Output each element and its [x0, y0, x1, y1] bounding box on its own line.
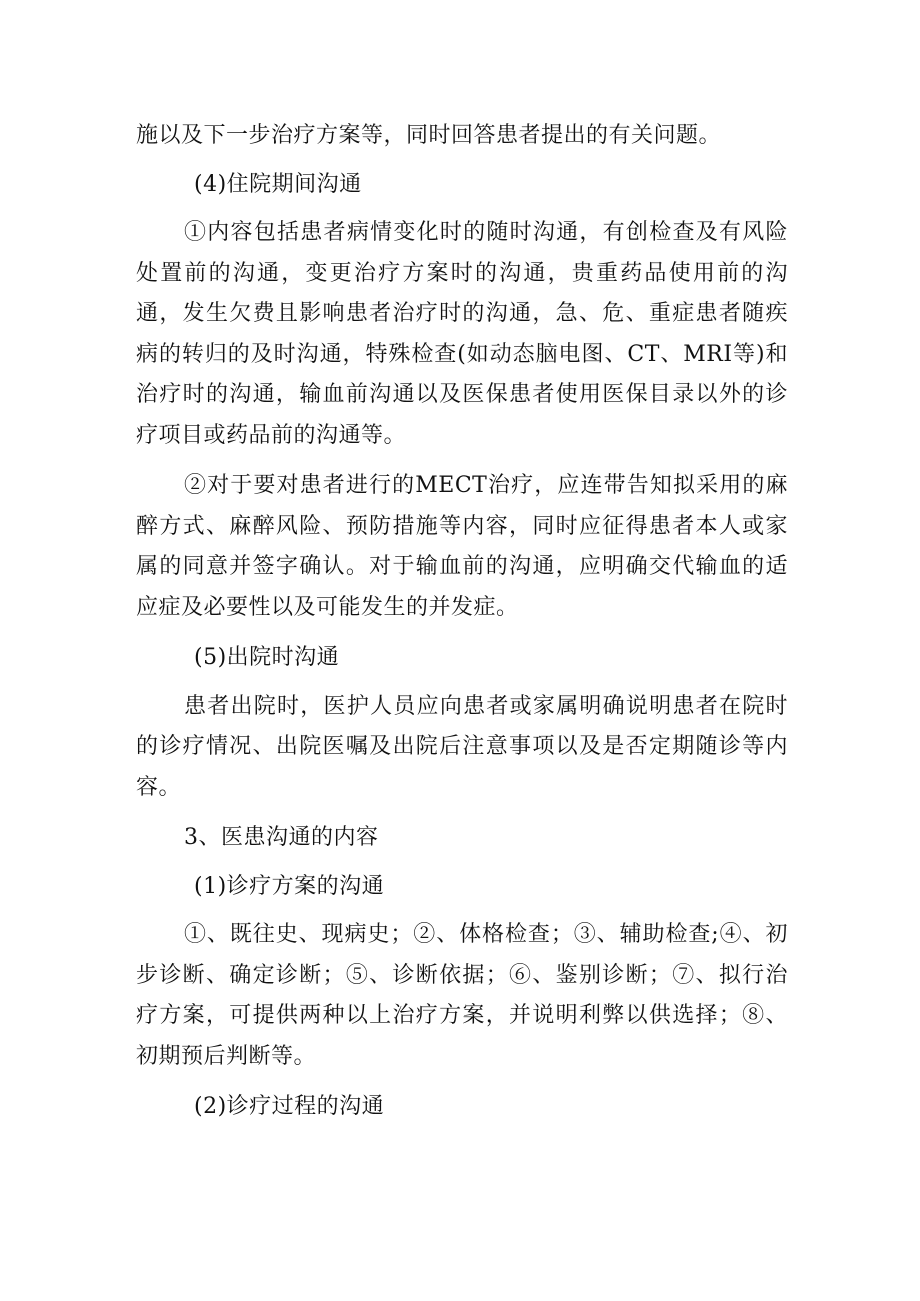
paragraph-discharge-content: 患者出院时，医护人员应向患者或家属明确说明患者在院时的诊疗情况、出院医嘱及出院后注意事项以及是否定期随诊等内容。: [136, 693, 788, 800]
section-heading-inpatient: (4)住院期间沟通: [194, 171, 362, 197]
section-heading-treatment-plan: (1)诊疗方案的沟通: [194, 873, 385, 899]
paragraph-continuation: 施以及下一步治疗方案等，同时回答患者提出的有关问题。: [136, 123, 722, 148]
section-heading-discharge: (5)出院时沟通: [194, 645, 340, 670]
paragraph-treatment-plan-items: ①、既往史、现病史；②、体格检查；③、辅助检查;④、初步诊断、确定诊断；⑤、诊断依据；⑥、鉴别诊断；⑦、拟行治疗方案，可提供两种以上治疗方案，并说明利弊以供选择；⑧、初期预后判断等。: [136, 922, 788, 1069]
paragraph-mect-notice: ②对于要对患者进行的MECT治疗，应连带告知拟采用的麻醉方式、麻醉风险、预防措施等内容，同时应征得患者本人或家属的同意并签字确认。对于输血前的沟通，应明确交代输血的适应症及必要性以及可能发生的并发症。: [136, 473, 788, 620]
paragraph-inpatient-content: ①内容包括患者病情变化时的随时沟通，有创检查及有风险处置前的沟通，变更治疗方案时的沟通，贵重药品使用前的沟通，发生欠费且影响患者治疗时的沟通，急、危、重症患者随疾病的转归的及时沟通，特殊检查(如动态脑电图、CT、MRI等)和治疗时的沟通，输血前沟通以及医保患者使用医保目录以外的诊疗项目或药品前的沟通等。: [136, 220, 788, 448]
document-body: [136, 116, 788, 1128]
section-heading-treatment-process: (2)诊疗过程的沟通: [194, 1094, 385, 1119]
section-heading-communication-content: 3、医患沟通的内容: [184, 825, 379, 850]
